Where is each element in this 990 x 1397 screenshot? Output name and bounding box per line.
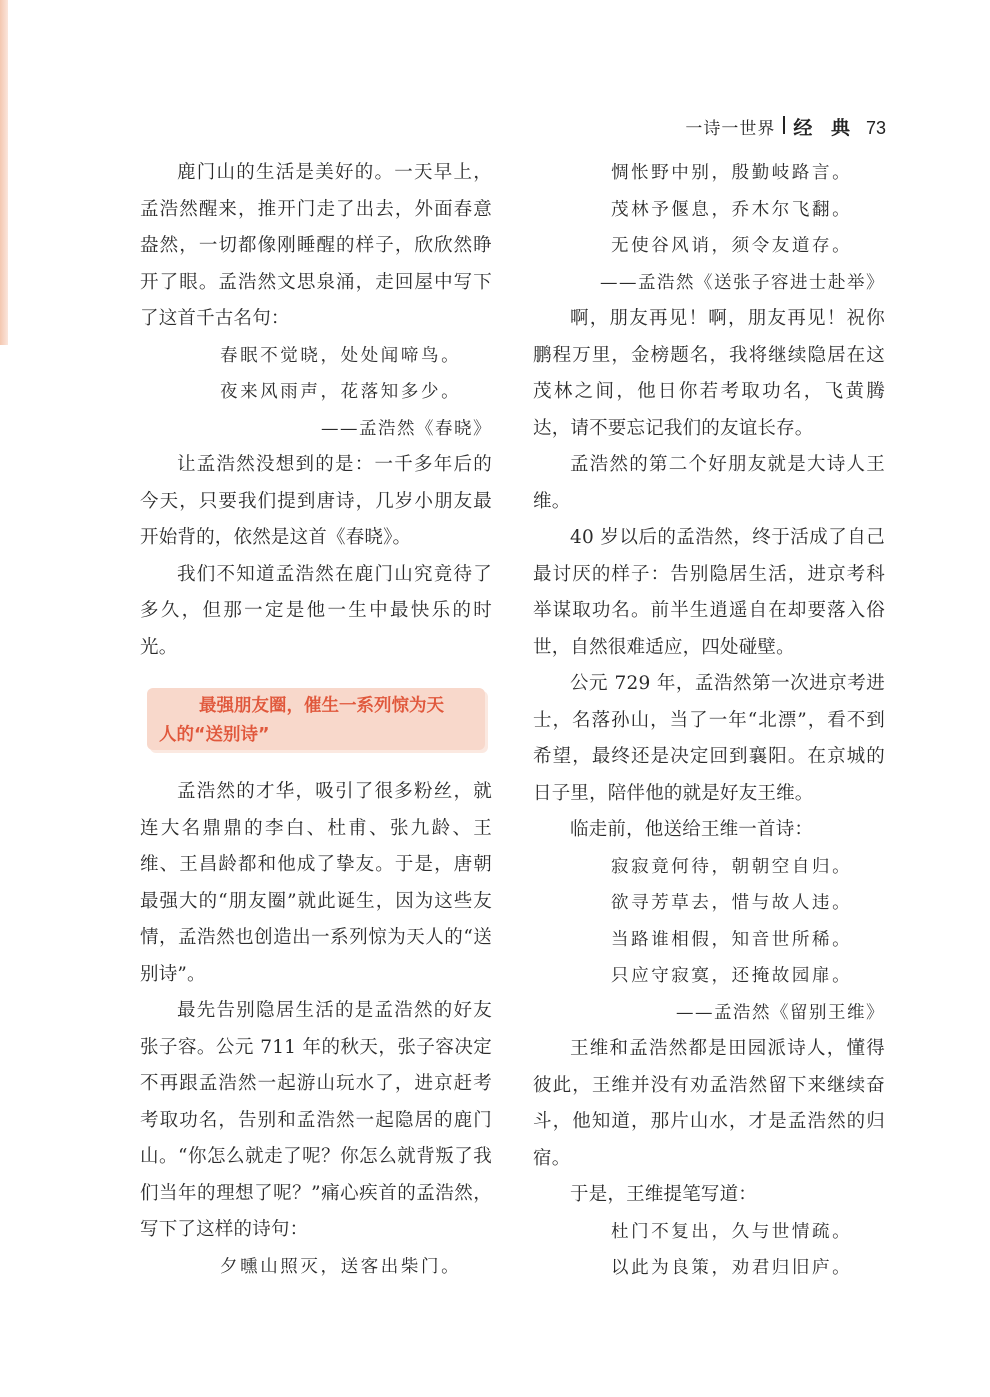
header-divider — [783, 116, 785, 134]
poem-attribution: ——孟浩然《留别王维》 — [676, 1002, 885, 1023]
poem-line: 只应守寂寞，还掩故园扉。 — [611, 966, 853, 986]
page-edge-accent — [0, 0, 8, 345]
paragraph: 40 岁以后的孟浩然，终于活成了自己最讨厌的样子：告别隐居生活，进京考科举谋取功名。前半生逍遥自在却要落入俗世，自然很难适应，四处碰壁。 — [533, 527, 885, 658]
paragraph: 鹿门山的生活是美好的。一天早上，孟浩然醒来，推开门走了出去，外面春意盎然，一切都像刚睡醒的样子，欣欣然睁开了眼。孟浩然文思泉涌，走回屋中写下了这首千古名句： — [140, 162, 492, 329]
paragraph: 孟浩然的第二个好朋友就是大诗人王维。 — [533, 454, 885, 512]
poem-line: 夜来风雨声，花落知多少。 — [220, 382, 462, 402]
poem-line: 当路谁相假，知音世所稀。 — [611, 929, 853, 950]
poem-line: 寂寂竟何待，朝朝空自归。 — [611, 856, 853, 877]
series-title: 一诗一世界 — [685, 119, 776, 139]
paragraph: 我们不知道孟浩然在鹿门山究竟待了多久，但那一定是他一生中最快乐的时光。 — [140, 563, 492, 658]
poem-line: 欲寻芳草去，惜与故人违。 — [611, 893, 853, 913]
poem-attribution: ——孟浩然《春晓》 — [321, 418, 492, 439]
page-number: 73 — [865, 118, 886, 138]
callout-title-line2: 人的“送别诗” — [159, 725, 270, 745]
poem-line: 茂林予偃息，乔木尔飞翻。 — [611, 199, 853, 220]
callout-title-line1: 最强朋友圈，催生一系列惊为天 — [199, 696, 444, 716]
paragraph: 临走前，他送给王维一首诗： — [570, 819, 814, 840]
running-header — [685, 113, 886, 140]
paragraph: 让孟浩然没想到的是：一千多年后的今天，只要我们提到唐诗，几岁小朋友最开始背的，依然是这首《春晓》。 — [140, 454, 492, 548]
poem-line: 夕曛山照灭，送客出柴门。 — [220, 1256, 462, 1277]
paragraph: 王维和孟浩然都是田园派诗人，懂得彼此，王维并没有劝孟浩然留下来继续奋斗，他知道，那片山水，才是孟浩然的归宿。 — [533, 1038, 885, 1169]
left-column-lower — [140, 774, 492, 1285]
poem-line: 以此为良策，劝君归旧庐。 — [611, 1258, 853, 1278]
paragraph: 孟浩然的才华，吸引了很多粉丝，就连大名鼎鼎的李白、杜甫、张九龄、王维、王昌龄都和他成了挚友。于是，唐朝最强大的“朋友圈”就此诞生，因为这些友情，孟浩然也创造出一系列惊为天人的“送别诗”。 — [140, 781, 492, 985]
section-title: 经 典 — [793, 117, 856, 139]
poem-attribution: ——孟浩然《送张子容进士赴举》 — [600, 272, 885, 293]
paragraph: 最先告别隐居生活的是孟浩然的好友张子容。公元 711 年的秋天，张子容决定不再跟孟浩然一起游山玩水了，进京赶考考取功名，告别和孟浩然一起隐居的鹿门山。“你怎么就走了呢？你怎么就背叛了我们当年的理想了呢？”痛心疾首的孟浩然，写下了这样的诗句： — [140, 1000, 492, 1240]
left-column-upper — [140, 155, 492, 666]
poem-line: 杜门不复出，久与世情疏。 — [611, 1221, 853, 1242]
poem-line: 无使谷风诮，须令友道存。 — [611, 236, 853, 256]
poem-line: 惆怅野中别，殷勤岐路言。 — [611, 163, 853, 183]
paragraph: 啊，朋友再见！啊，朋友再见！祝你鹏程万里，金榜题名，我将继续隐居在这茂林之间，他日你若考取功名，飞黄腾达，请不要忘记我们的友谊长存。 — [533, 308, 885, 439]
right-column — [533, 155, 885, 1287]
paragraph: 公元 729 年，孟浩然第一次进京考进士，名落孙山，当了一年“北漂”，看不到希望，最终还是决定回到襄阳。在京城的日子里，陪伴他的就是好友王维。 — [533, 673, 885, 804]
section-heading-callout — [147, 688, 485, 750]
poem-line: 春眠不觉晓，处处闻啼鸟。 — [220, 345, 462, 366]
paragraph: 于是，王维提笔写道： — [570, 1184, 758, 1205]
